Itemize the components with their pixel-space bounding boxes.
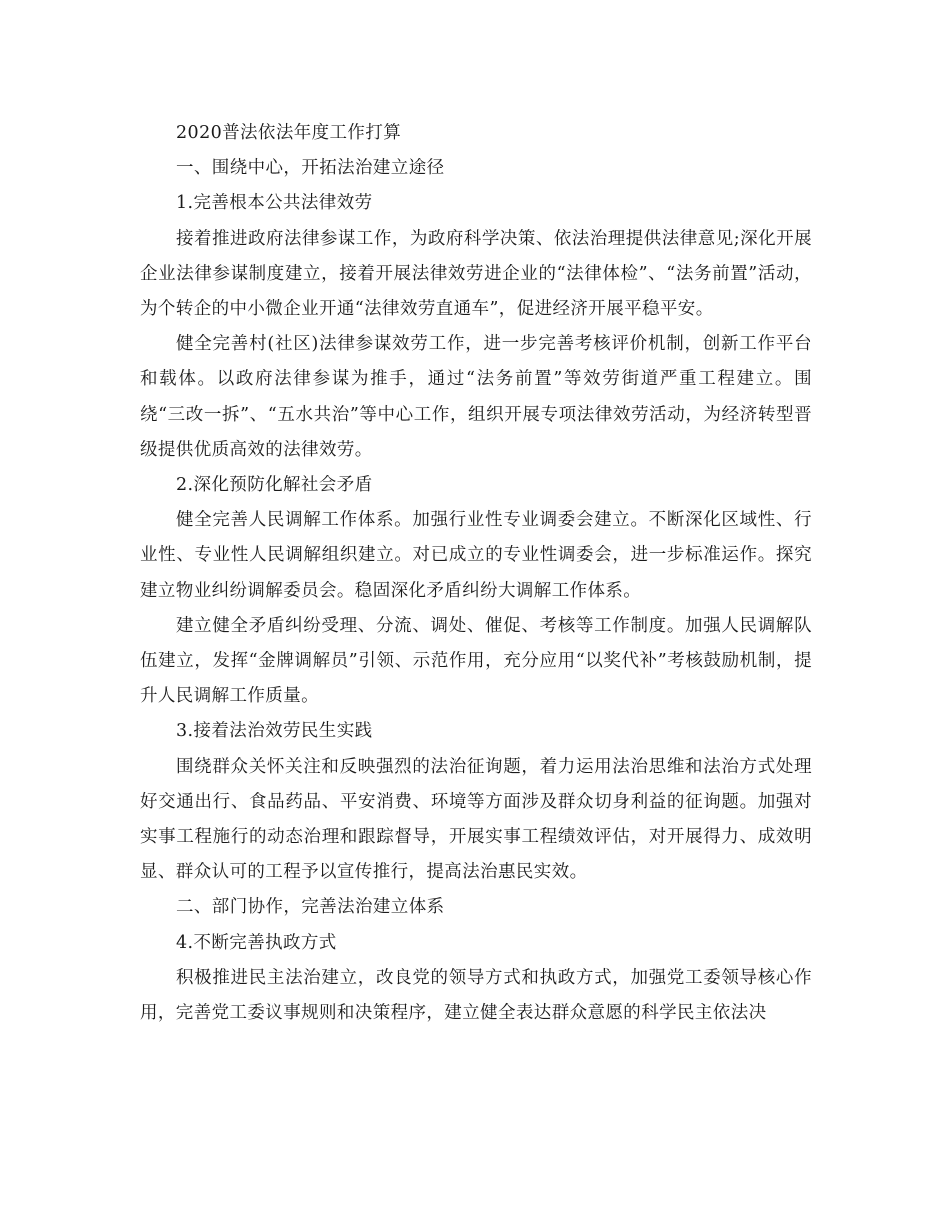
document-body: [140, 116, 812, 1031]
body-paragraph: 建立健全矛盾纠纷受理、分流、调处、催促、考核等工作制度。加强人民调解队伍建立，发挥“金牌调解员”引领、示范作用，充分应用“以奖代补”考核鼓励机制，提升人民调解工作质量。: [140, 615, 812, 707]
section-heading-2: 二、部门协作，完善法治建立体系: [176, 897, 445, 918]
subsection-heading-3: 3.接着法治效劳民生实践: [176, 721, 373, 742]
body-paragraph: 健全完善人民调解工作体系。加强行业性专业调委会建立。不断深化区域性、行业性、专业性人民调解组织建立。对已成立的专业性调委会，进一步标准运作。探究建立物业纠纷调解委员会。稳固深化矛盾纠纷大调解工作体系。: [140, 510, 812, 601]
body-paragraph: 积极推进民主法治建立，改良党的领导方式和执政方式，加强党工委领导核心作用，完善党工委议事规则和决策程序，建立健全表达群众意愿的科学民主依法决: [140, 967, 812, 1024]
body-paragraph: 健全完善村(社区)法律参谋效劳工作，进一步完善考核评价机制，创新工作平台和载体。以政府法律参谋为推手，通过“法务前置”等效劳街道严重工程建立。围绕“三改一拆”、“五水共治”等中心工作，组织开展专项法律效劳活动，为经济转型晋级提供优质高效的法律效劳。: [140, 334, 812, 460]
section-heading-1: 一、围绕中心，开拓法治建立途径: [176, 158, 445, 179]
body-paragraph: 围绕群众关怀关注和反映强烈的法治征询题，着力运用法治思维和法治方式处理好交通出行、食品药品、平安消费、环境等方面涉及群众切身利益的征询题。加强对实事工程施行的动态治理和跟踪督导，开展实事工程绩效评估，对开展得力、成效明显、群众认可的工程予以宣传推行，提高法治惠民实效。: [140, 756, 812, 883]
body-paragraph: 接着推进政府法律参谋工作，为政府科学决策、依法治理提供法律意见;深化开展企业法律参谋制度建立，接着开展法律效劳进企业的“法律体检”、“法务前置”活动，为个转企的中小微企业开通“法律效劳直通车”，促进经济开展平稳平安。: [140, 228, 812, 320]
subsection-heading-1: 1.完善根本公共法律效劳: [176, 193, 373, 214]
document-title: 2020普法依法年度工作打算: [176, 123, 402, 143]
subsection-heading-2: 2.深化预防化解社会矛盾: [176, 475, 373, 496]
subsection-heading-4: 4.不断完善执政方式: [176, 932, 337, 953]
